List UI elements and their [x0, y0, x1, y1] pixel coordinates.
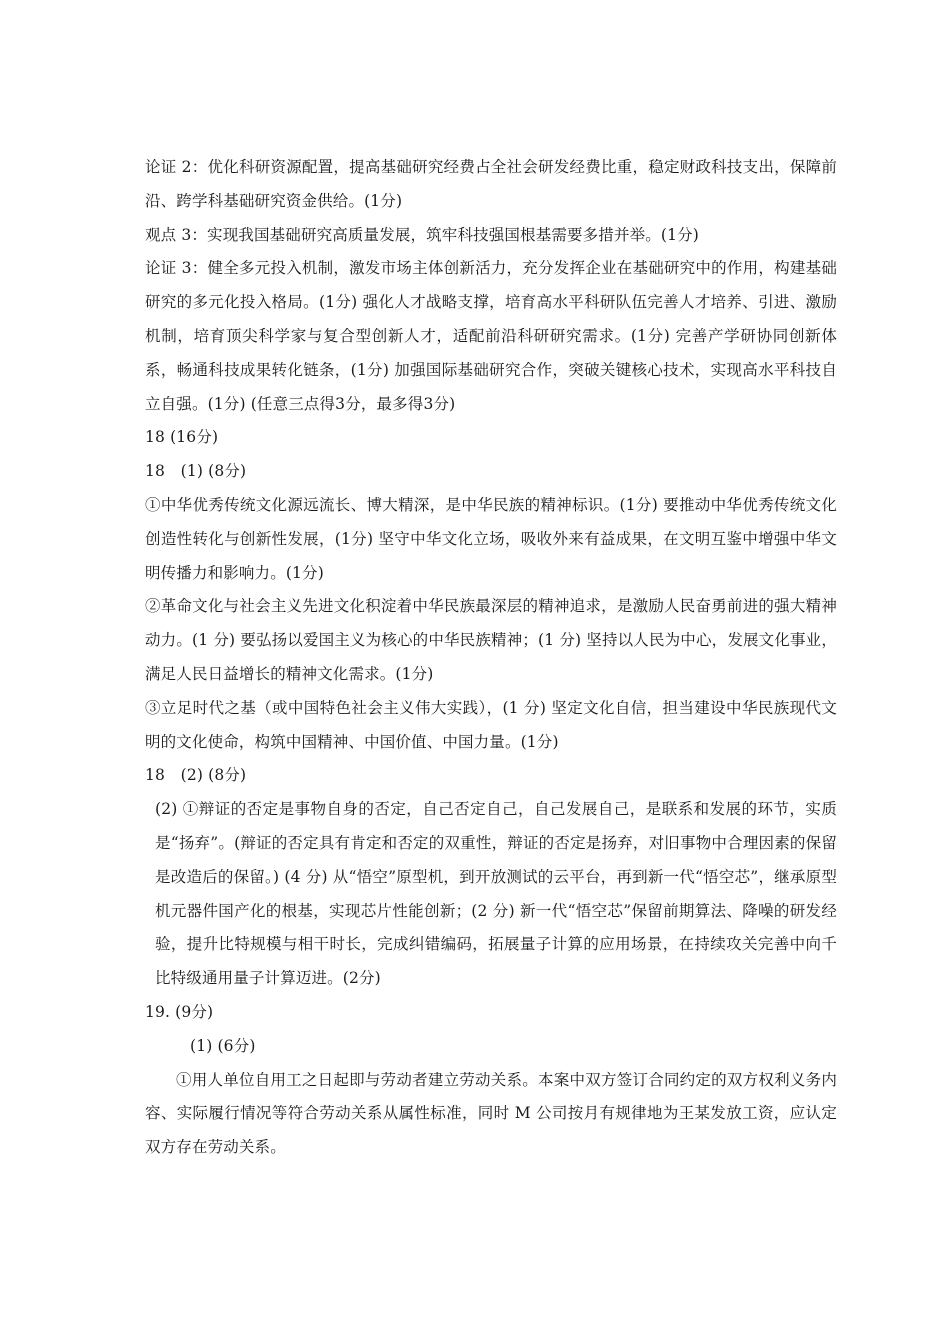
answer-18-1-point-2: ②革命文化与社会主义先进文化积淀着中华民族最深层的精神追求，是激励人民奋勇前进的强大精神动力。(1 分) 要弘扬以爱国主义为核心的中华民族精神；(1 分) 坚持以人民为中心，发展文化事业，满足人民日益增长的精神文化需求。(1分) — [145, 597, 837, 683]
document-body — [145, 151, 837, 1165]
argument-3-paragraph: 论证 3：健全多元投入机制，激发市场主体创新活力，充分发挥企业在基础研究中的作用，构建基础研究的多元化投入格局。(1分) 强化人才战略支撑，培育高水平科研队伍完善人才培养、引进、激励机制，培育顶尖科学家与复合型创新人才，适配前沿科研研究需求。(1分) 完善产学研协同创新体系，畅通科技成果转化链条，(1分) 加强国际基础研究合作，突破关键核心技术，实现高水平科技自立自强。(1分) (任意三点得3分，最多得3分) — [145, 259, 837, 413]
answer-18-1-point-3: ③立足时代之基（或中国特色社会主义伟大实践），(1 分) 坚定文化自信，担当建设中华民族现代文明的文化使命，构筑中国精神、中国价值、中国力量。(1分) — [145, 698, 837, 751]
answer-19-1-point-1: ①用人单位自用工之日起即与劳动者建立劳动关系。本案中双方签订合同约定的双方权利义务内容、实际履行情况等符合劳动关系从属性标准，同时 M 公司按月有规律地为王某发放工资，应认定双方存在劳动关系。 — [145, 1070, 837, 1157]
question-19-heading: 19. (9分) — [145, 1002, 214, 1021]
question-18-part-1-heading: 18 (1) (8分) — [145, 462, 247, 481]
answer-18-1-point-1: ①中华优秀传统文化源远流长、博大精深，是中华民族的精神标识。(1分) 要推动中华优秀传统文化创造性转化与创新性发展，(1分) 坚守中华文化立场，吸收外来有益成果，在文明互鉴中增强中华文明传播力和影响力。(1分) — [145, 495, 837, 582]
question-18-heading: 18 (16分) — [145, 428, 219, 447]
viewpoint-3-paragraph: 观点 3：实现我国基础研究高质量发展，筑牢科技强国根基需要多措并举。(1分) — [145, 225, 699, 244]
answer-18-2-paragraph: (2) ①辩证的否定是事物自身的否定，自己否定自己，自己发展自己，是联系和发展的环节，实质是“扬弃”。(辩证的否定具有肯定和否定的双重性，辩证的否定是扬弃，对旧事物中合理因素的保留是改造后的保留。) (4 分) 从“悟空”原型机，到开放测试的云平台，再到新一代“悟空芯”，继承原型机元器件国产化的根基，实现芯片性能创新；(2 分) 新一代“悟空芯”保留前期算法、降噪的研发经验，提升比特规模与相干时长，完成纠错编码，拓展量子计算的应用场景，在持续攻关完善中向千比特级通用量子计算迈进。(2分) — [155, 800, 837, 988]
question-18-part-2-heading: 18 (2) (8分) — [145, 766, 247, 785]
argument-2-paragraph: 论证 2：优化科研资源配置，提高基础研究经费占全社会研发经费比重，稳定财政科技支出，保障前沿、跨学科基础研究资金供给。(1分) — [145, 158, 837, 210]
question-19-part-1-heading: (1) (6分) — [190, 1036, 256, 1055]
